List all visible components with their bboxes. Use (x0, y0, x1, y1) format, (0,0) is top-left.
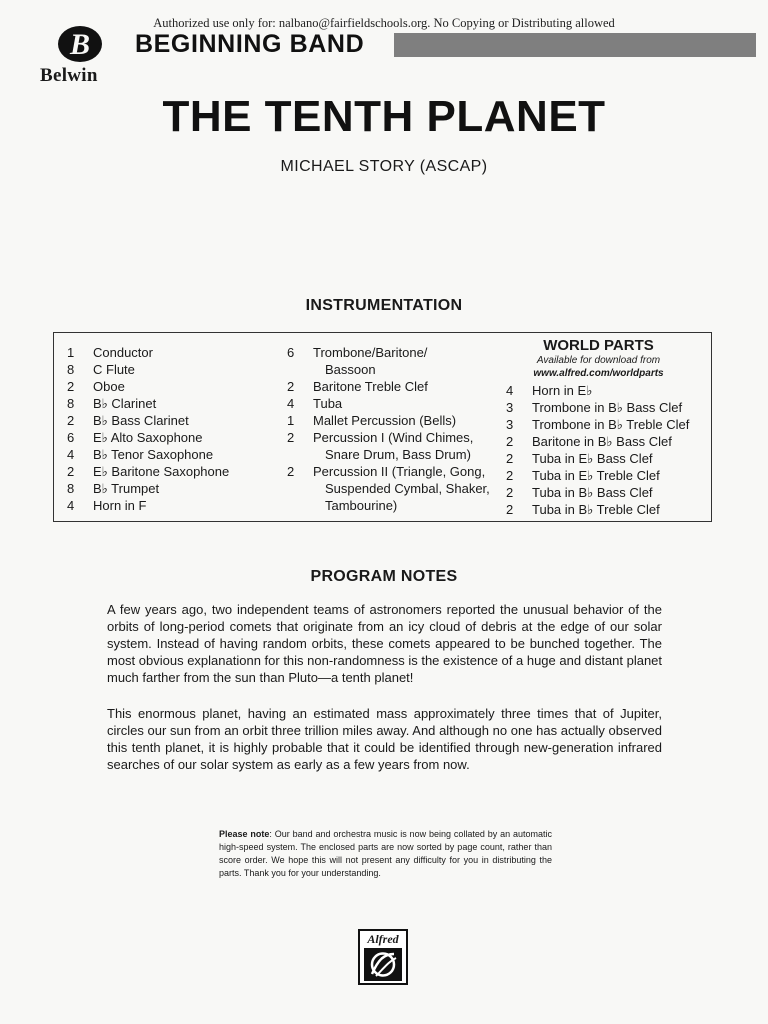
please-note-text: : Our band and orchestra music is now being collated by an automatic high-speed system. The enclosed parts are now sorted by page count, rather than score order. We hope this will not present any difficulty for you in distributing the parts. Thank you for your understanding. (219, 829, 553, 878)
series-bar (394, 33, 756, 57)
page-title: THE TENTH PLANET (162, 92, 606, 141)
authorization-watermark: Authorized use only for: nalbano@fairfieldschools.org. No Copying or Distributing allowed (153, 16, 615, 30)
instrument-row: 4 Horn in F (67, 498, 147, 513)
world-part-row: 3 Trombone in B♭ Bass Clef (506, 400, 683, 415)
composer: MICHAEL STORY (ASCAP) (280, 158, 488, 175)
belwin-b-icon (56, 24, 104, 64)
instrument-list-1 (67, 344, 229, 514)
world-part-row: 2 Baritone in B♭ Bass Clef (506, 434, 672, 449)
instrument-list-2 (287, 344, 490, 514)
world-part-row: 3 Trombone in B♭ Treble Clef (506, 417, 690, 432)
program-notes-heading: PROGRAM NOTES (310, 568, 458, 585)
instrumentation-box (53, 332, 712, 522)
instrument-row: Tambourine) (325, 498, 398, 513)
program-notes-paragraph: A few years ago, two independent teams of astronomers reported the unusual behavior of the orbits of long-period comets that originate from an icy cloud of debris at the edge of our solar system. Instead of having random orbits, these comets appeared to be bunched together. The most obvious explanationn for this non-randomness is the existence of a huge and distant planet much farther from the sun than Pluto—a tenth planet! (107, 602, 663, 685)
instrument-row: 8 B♭ Clarinet (67, 396, 157, 411)
instrument-row: 2 Oboe (67, 379, 125, 394)
instrument-row: 8 C Flute (67, 362, 135, 377)
world-part-row: 2 Tuba in E♭ Bass Clef (506, 451, 653, 466)
instrument-row: 4 B♭ Tenor Saxophone (67, 447, 214, 462)
instrument-row: Suspended Cymbal, Shaker, (325, 481, 490, 496)
instrument-row: 2 B♭ Bass Clarinet (67, 413, 189, 428)
instrument-row: Bassoon (325, 362, 376, 377)
instrument-row: Snare Drum, Bass Drum) (325, 447, 471, 462)
world-part-row: 2 Tuba in B♭ Bass Clef (506, 485, 653, 500)
instrument-row: 1 Conductor (67, 345, 153, 360)
instrument-row: 2 Percussion II (Triangle, Gong, (287, 464, 486, 479)
world-parts-subtitle: Available for download from (536, 355, 661, 366)
world-part-row: 2 Tuba in E♭ Treble Clef (506, 468, 660, 483)
world-parts (506, 337, 691, 518)
belwin-wordmark: Belwin (40, 65, 98, 86)
instrument-row: 4 Tuba (287, 396, 343, 411)
instrument-row: 2 Percussion I (Wind Chimes, (287, 430, 474, 445)
instrument-row: 2 Baritone Treble Clef (287, 379, 428, 394)
alfred-wordmark: Alfred (367, 932, 399, 946)
world-part-row: 2 Tuba in B♭ Treble Clef (506, 502, 660, 517)
series-label: BEGINNING BAND (135, 30, 365, 58)
world-part-row: 4 Horn in E♭ (506, 383, 593, 398)
please-note-label: Please note (219, 829, 270, 839)
alfred-mark-icon (364, 948, 402, 981)
world-parts-url: www.alfred.com/worldparts (533, 368, 664, 379)
instrument-row: 6 Trombone/Baritone/ (287, 345, 428, 360)
instrument-row: 8 B♭ Trumpet (67, 481, 160, 496)
program-notes-paragraph: This enormous planet, having an estimated mass approximately three times that of Jupiter, circles our sun from an orbit three trillion miles away. And although no one has actually observed this tenth planet, it is highly probable that it could be identified through new-generation infrared searches of our solar system as early as a few years from now. (107, 706, 662, 772)
world-parts-title: WORLD PARTS (543, 337, 654, 354)
belwin-logo (38, 24, 138, 86)
instrument-row: 6 E♭ Alto Saxophone (67, 430, 203, 445)
svg-text:B: B (69, 28, 91, 61)
instrument-row: 2 E♭ Baritone Saxophone (67, 464, 230, 479)
alfred-logo (358, 929, 408, 985)
instrumentation-heading: INSTRUMENTATION (305, 297, 463, 314)
please-note (219, 828, 552, 880)
instrument-row: 1 Mallet Percussion (Bells) (287, 413, 457, 428)
